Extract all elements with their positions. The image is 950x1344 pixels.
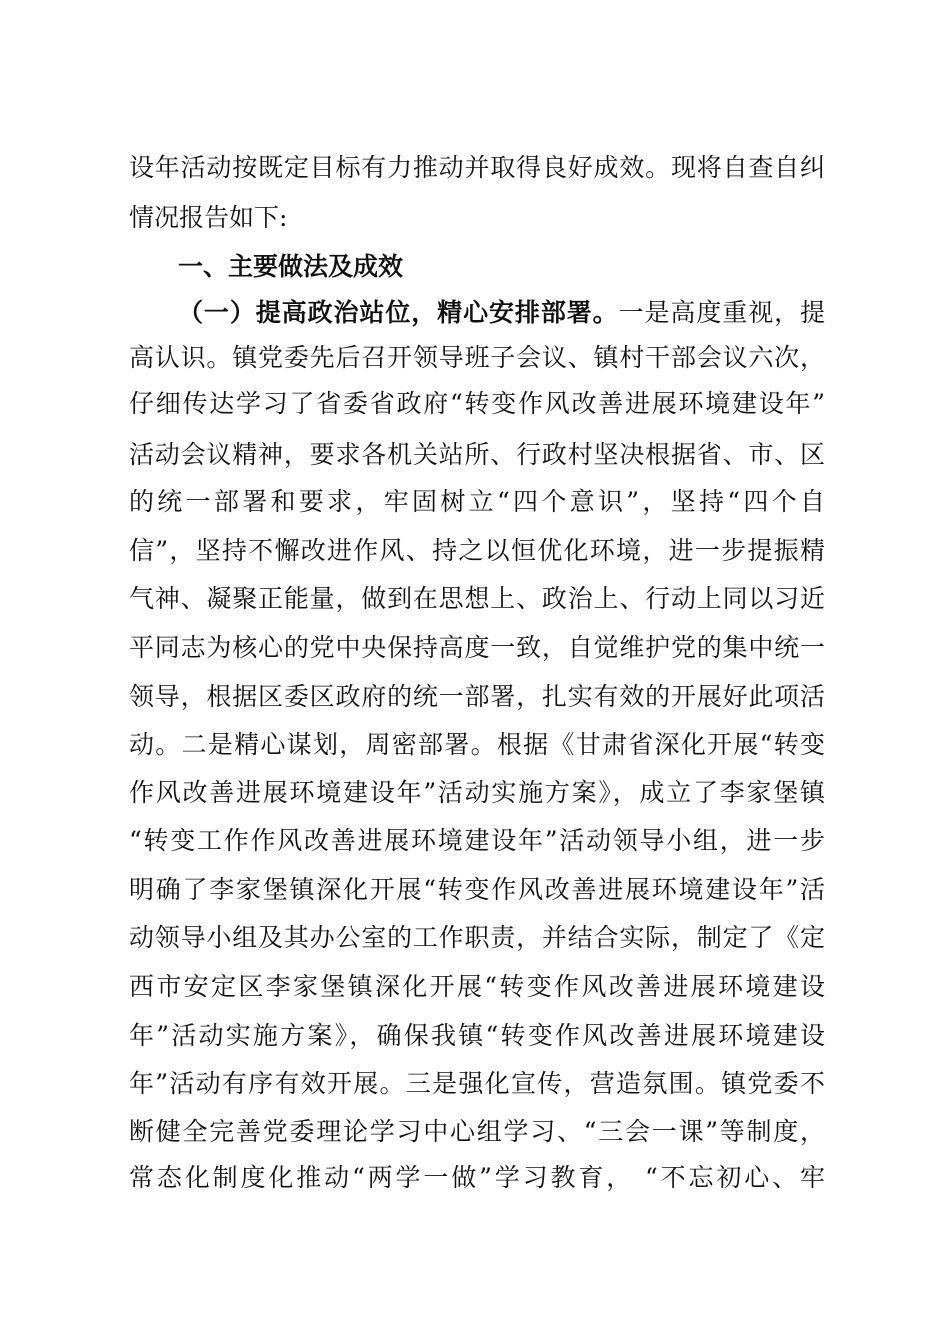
body-line: 常态化制度化推动“两学一做”学习教育， “不忘初心、牢 (129, 1163, 825, 1192)
body-line: 明确了李家堡镇深化开展“转变作风改善进展环境建设年”活 (129, 875, 825, 904)
text-line-2: 情况报告如下: (129, 203, 288, 232)
subsection-heading: （一）提高政治站位，精心安排部署。 (178, 298, 619, 327)
subsection-first-line (178, 295, 825, 331)
body-line: 年”活动有序有效开展。三是强化宣传，营造氛围。镇党委不 (129, 1069, 825, 1098)
body-line: 年”活动实施方案》，确保我镇“转变作风改善进展环境建设 (129, 1021, 825, 1050)
body-line: 领导，根据区委区政府的统一部署，扎实有效的开展好此项活 (129, 682, 825, 711)
body-line: 作风改善进展环境建设年”活动实施方案》，成立了李家堡镇 (129, 778, 825, 807)
body-line: 断健全完善党委理论学习中心组学习、“三会一课”等制度， (129, 1117, 825, 1146)
body-line: 高认识。镇党委先后召开领导班子会议、镇村干部会议六次， (129, 343, 825, 372)
body-line: 平同志为核心的党中央保持高度一致，自觉维护党的集中统一 (129, 633, 825, 662)
body-line: 的统一部署和要求，牢固树立“四个意识”，坚持“四个自 (129, 487, 825, 516)
body-line: 气神、凝聚正能量，做到在思想上、政治上、行动上同以习近 (129, 584, 825, 613)
body-line: 动。二是精心谋划，周密部署。根据《甘肃省深化开展“转变 (129, 730, 825, 759)
text-line-1: 设年活动按既定目标有力推动并取得良好成效。现将自查自纠 (129, 153, 825, 182)
subsection-first-line-rest: 一是高度重视，提 (618, 298, 825, 327)
body-line: “转变工作作风改善进展环境建设年”活动领导小组，进一步 (129, 826, 825, 855)
body-line: 活动会议精神，要求各机关站所、行政村坚决根据省、市、区 (129, 440, 825, 469)
body-line: 动领导小组及其办公室的工作职责，并结合实际，制定了《定 (129, 923, 825, 952)
body-line: 信”，坚持不懈改进作风、持之以恒优化环境，进一步提振精 (129, 536, 825, 565)
body-line: 仔细传达学习了省委省政府“转变作风改善进展环境建设年” (129, 389, 825, 418)
section-heading: 一、主要做法及成效 (178, 252, 404, 281)
body-line: 西市安定区李家堡镇深化开展“转变作风改善进展环境建设 (129, 972, 825, 1001)
